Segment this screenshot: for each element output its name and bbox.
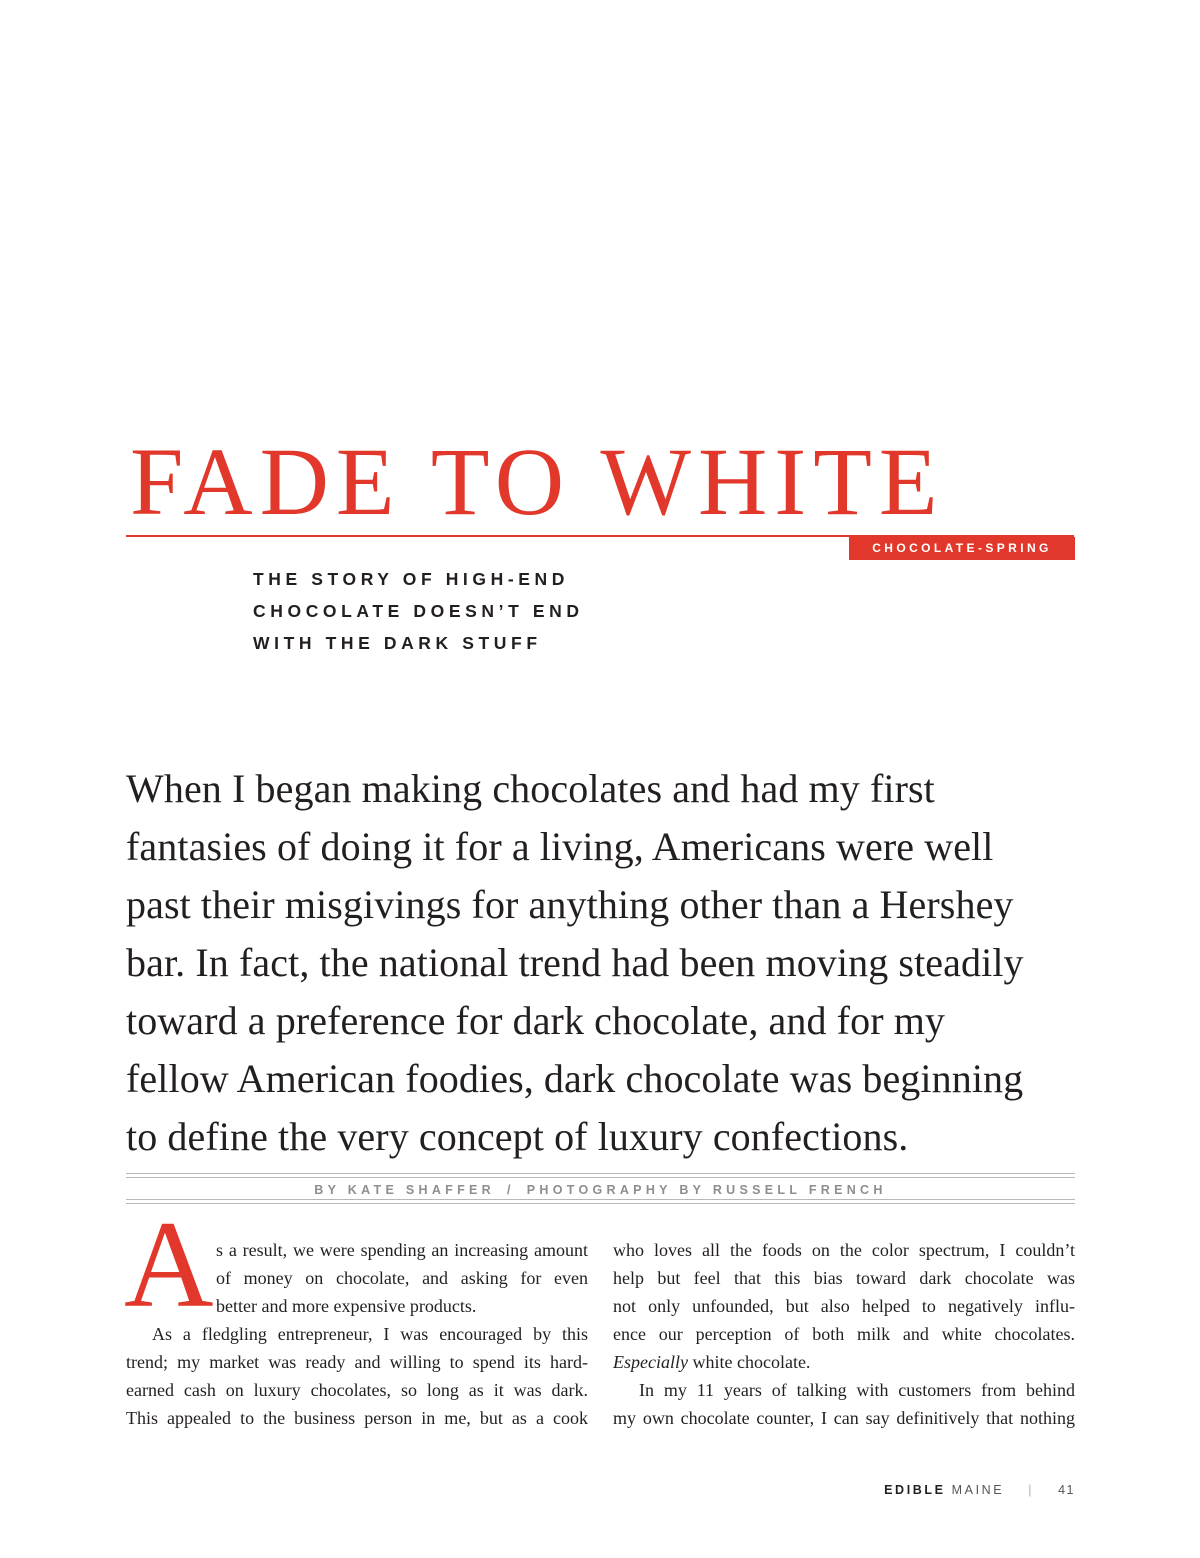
- section-tag: CHOCOLATE-SPRING: [849, 537, 1075, 560]
- body-line: trend; my market was ready and willing to spend its hard-: [126, 1352, 588, 1372]
- article-title: FADE TO WHITE: [130, 428, 945, 535]
- intro-line: fantasies of doing it for a living, Americans were well: [126, 824, 994, 869]
- body-column-1: [126, 1236, 588, 1432]
- footer-region: MAINE: [951, 1483, 1005, 1497]
- body-line: not only unfounded, but also helped to negatively influ-: [613, 1296, 1075, 1316]
- intro-line: fellow American foodies, dark chocolate was beginning: [126, 1056, 1024, 1101]
- byline-bottom-rule: [126, 1199, 1075, 1204]
- byline: [126, 1181, 1075, 1199]
- intro-line: toward a preference for dark chocolate, and for my: [126, 998, 946, 1043]
- body-line: help but feel that this bias toward dark chocolate was: [613, 1268, 1075, 1288]
- body-line: my own chocolate counter, I can say definitively that nothing: [613, 1408, 1075, 1428]
- body-line: better and more expensive products.: [216, 1296, 477, 1316]
- body-line: s a result, we were spending an increasing amount: [216, 1240, 588, 1260]
- body-line: earned cash on luxury chocolates, so long as it was dark.: [126, 1380, 588, 1400]
- intro-line: past their misgivings for anything other than a Hershey: [126, 882, 1014, 927]
- subtitle-line: WITH THE DARK STUFF: [253, 633, 542, 653]
- byline-author: BY KATE SHAFFER: [314, 1183, 495, 1197]
- body-line: As a fledgling entrepreneur, I was encouraged by this: [152, 1324, 588, 1344]
- article-subtitle: [253, 563, 733, 659]
- intro-line: bar. In fact, the national trend had been moving steadily: [126, 940, 1024, 985]
- body-line-rest: white chocolate.: [692, 1352, 811, 1372]
- body-line: This appealed to the business person in me, but as a cook: [126, 1408, 588, 1428]
- body-column-2: [613, 1236, 1075, 1432]
- intro-paragraph: [126, 760, 1086, 1166]
- body-line: In my 11 years of talking with customers from behind: [639, 1380, 1075, 1400]
- footer-brand: EDIBLE: [884, 1483, 946, 1497]
- page-number: 41: [1058, 1483, 1075, 1497]
- byline-photographer: PHOTOGRAPHY BY RUSSELL FRENCH: [526, 1183, 887, 1197]
- intro-line: When I began making chocolates and had my first: [126, 766, 935, 811]
- subtitle-line: THE STORY OF HIGH-END: [253, 569, 570, 589]
- intro-line: to define the very concept of luxury confections.: [126, 1114, 909, 1159]
- page-footer: [700, 1483, 1075, 1497]
- body-line: ence our perception of both milk and white chocolates.: [613, 1324, 1075, 1344]
- footer-divider: |: [1028, 1483, 1035, 1497]
- drop-cap: A: [124, 1196, 214, 1333]
- body-line: [613, 1348, 1075, 1376]
- body-line: who loves all the foods on the color spectrum, I couldn’t: [613, 1240, 1075, 1260]
- emphasis-word: Especially: [613, 1352, 688, 1372]
- subtitle-line: CHOCOLATE DOESN’T END: [253, 601, 584, 621]
- byline-separator: /: [507, 1183, 515, 1197]
- byline-top-rule: [126, 1173, 1075, 1178]
- body-line: of money on chocolate, and asking for even: [216, 1268, 588, 1288]
